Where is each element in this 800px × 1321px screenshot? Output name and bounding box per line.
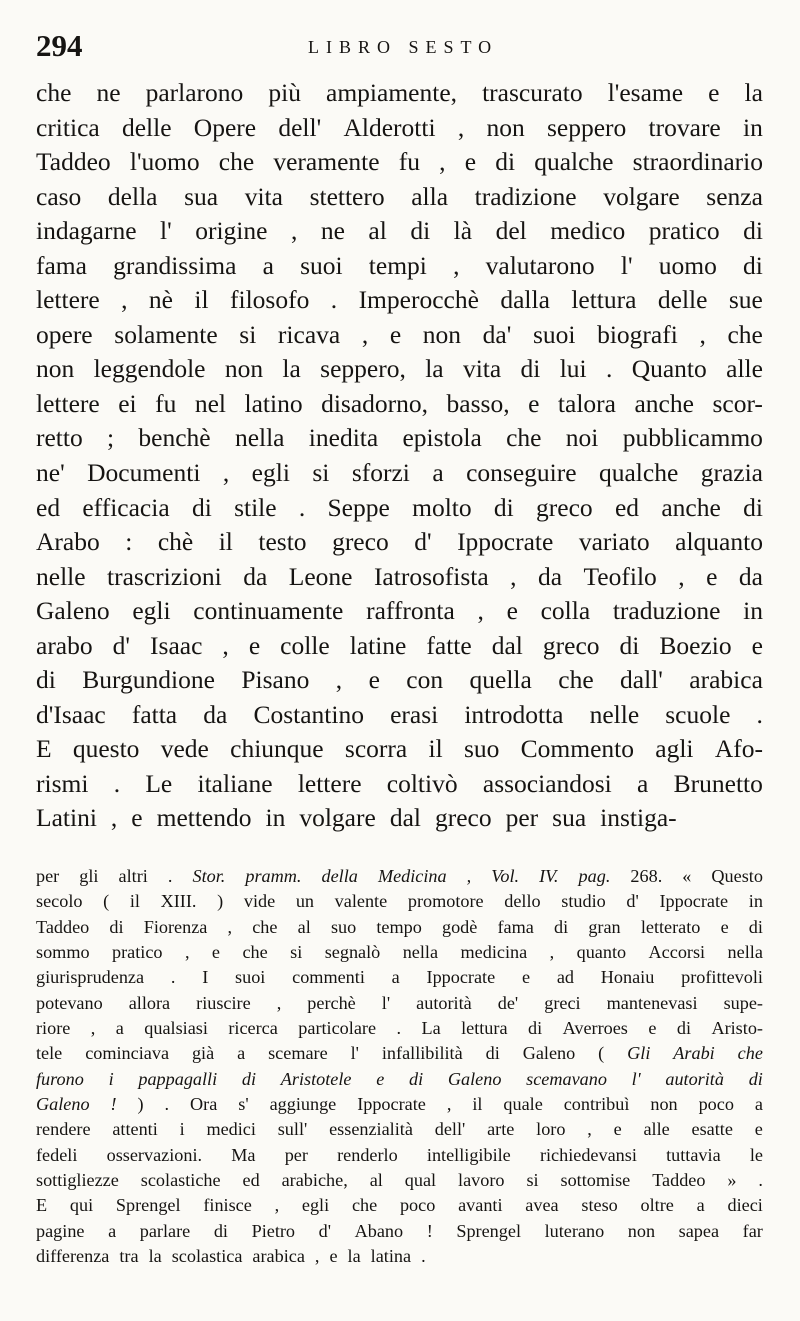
page-number: 294 xyxy=(36,28,83,63)
text-line: non leggendole non la seppero, la vita di lui . Quanto alle xyxy=(36,354,763,384)
footnote-line: rendere attenti i medici sull' essenzialità dell' arte loro , e alle esatte e xyxy=(36,1119,763,1140)
text-line: arabo d' Isaac , e colle latine fatte dal greco di Boezio e xyxy=(36,630,763,660)
text-line: Galeno egli continuamente raffronta , e colla traduzione in xyxy=(36,596,763,626)
text-line: ed efficacia di stile . Seppe molto di greco ed anche di xyxy=(36,492,763,522)
footnote-line: sottigliezze scolastiche ed arabiche, al qual lavoro si sottomise Taddeo » . xyxy=(36,1170,763,1191)
text-line: opere solamente si ricava , e non da' suoi biografi , che xyxy=(36,319,763,349)
text-line: fama grandissima a suoi tempi , valutarono l' uomo di xyxy=(36,250,763,280)
text-line: che ne parlarono più ampiamente, trascurato l'esame e la xyxy=(36,78,763,107)
text-line: di Burgundione Pisano , e con quella che dall' arabica xyxy=(36,665,763,695)
footnote-line: giurisprudenza . I suoi commenti a Ippocrate e ad Honaiu profittevoli xyxy=(36,967,763,988)
text-line: d'Isaac fatta da Costantino erasi introdotta nelle scuole . xyxy=(36,699,763,729)
text-line: retto ; benchè nella inedita epistola che noi pubblicammo xyxy=(36,423,763,453)
text-line: Taddeo l'uomo che veramente fu , e di qualche straordinario xyxy=(36,147,763,177)
text-line: critica delle Opere dell' Alderotti , non seppero trovare in xyxy=(36,112,763,142)
footnote-line: furono i pappagalli di Aristotele e di Galeno scemavano l' autorità di xyxy=(36,1068,763,1089)
footnote-line: secolo ( il XIII. ) vide un valente promotore dello studio d' Ippocrate in xyxy=(36,891,763,912)
footnote-line: per gli altri . Stor. pramm. della Medicina , Vol. IV. pag. 268. « Questo xyxy=(36,866,763,886)
text-line: lettere ei fu nel latino disadorno, basso, e talora anche scor- xyxy=(36,388,763,418)
text-line: ne' Documenti , egli si sforzi a conseguire qualche grazia xyxy=(36,458,763,488)
page-header xyxy=(36,28,780,68)
footnote-block xyxy=(36,864,763,1270)
footnote-line: riore , a qualsiasi ricerca particolare . La lettura di Averroes e di Aristo- xyxy=(36,1018,763,1039)
footnote-line: E qui Sprengel finisce , egli che poco avanti avea steso oltre a dieci xyxy=(36,1195,763,1216)
text-line: caso della sua vita stettero alla tradizione volgare senza xyxy=(36,181,763,211)
text-line: E questo vede chiunque scorra il suo Commento agli Afo- xyxy=(36,734,763,764)
footnote-line: Galeno ! ) . Ora s' aggiunge Ippocrate , il quale contribuì non poco a xyxy=(36,1094,763,1115)
footnote-line: Taddeo di Fiorenza , che al suo tempo godè fama di gran letterato e di xyxy=(36,916,763,937)
text-line: indagarne l' origine , ne al di là del medico pratico di xyxy=(36,216,763,246)
running-head: LIBRO SESTO xyxy=(308,37,499,57)
footnote-line: potevano allora riuscire , perchè l' autorità de' greci mantenevasi supe- xyxy=(36,992,763,1013)
footnote-line: fedeli osservazioni. Ma per renderlo intelligibile richiedevansi tuttavia le xyxy=(36,1144,763,1165)
footnote-line: differenza tra la scolastica arabica , e la latina . xyxy=(36,1246,426,1267)
text-line: Latini , e mettendo in volgare dal greco per sua instiga- xyxy=(36,803,677,833)
text-line: nelle trascrizioni da Leone Iatrosofista , da Teofilo , e da xyxy=(36,561,763,591)
footnote-line: sommo pratico , e che si segnalò nella medicina , quanto Accorsi nella xyxy=(36,942,763,963)
main-text xyxy=(36,76,763,836)
text-line: Arabo : chè il testo greco d' Ippocrate variato alquanto xyxy=(36,527,763,557)
text-line: lettere , nè il filosofo . Imperocchè dalla lettura delle sue xyxy=(36,285,763,315)
footnote-line: pagine a parlare di Pietro d' Abano ! Sprengel luterano non sapea far xyxy=(36,1220,763,1241)
text-line: rismi . Le italiane lettere coltivò associandosi a Brunetto xyxy=(36,768,763,798)
footnote-line: tele cominciava già a scemare l' infallibilità di Galeno ( Gli Arabi che xyxy=(36,1043,763,1064)
